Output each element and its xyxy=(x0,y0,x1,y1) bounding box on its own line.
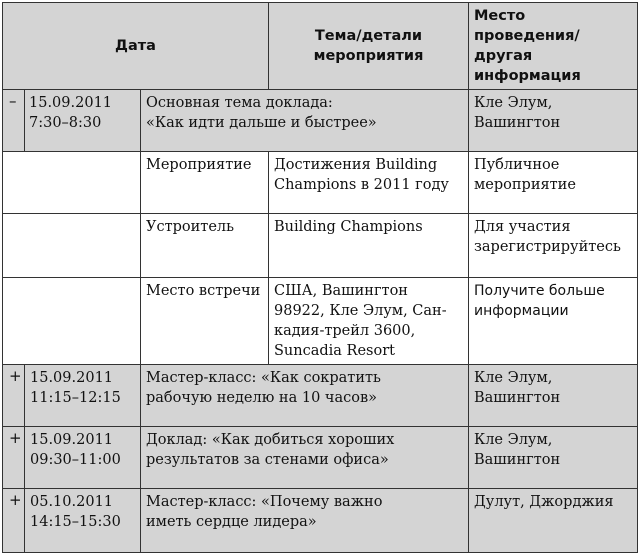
register-link-line2[interactable]: зарегистрируйтесь xyxy=(474,239,621,255)
header-date: Дата xyxy=(3,3,269,90)
event-date: 15.09.2011 xyxy=(30,370,114,386)
event-place-line2: Вашингтон xyxy=(474,115,561,131)
header-place-line1: Место проведения/ xyxy=(474,8,580,44)
event-datetime xyxy=(25,427,141,489)
detail-value-line1: США, Вашингтон xyxy=(274,283,408,299)
header-place xyxy=(469,3,638,90)
event-topic xyxy=(141,489,469,553)
collapse-toggle[interactable]: – xyxy=(3,90,25,152)
detail-value-line3: кадия-трейл 3600, xyxy=(274,323,416,339)
events-table xyxy=(2,2,638,553)
event-topic xyxy=(141,365,469,427)
event-row-collapsed[interactable] xyxy=(3,427,638,489)
event-date: 15.09.2011 xyxy=(30,432,114,448)
detail-row-organizer xyxy=(3,214,638,278)
event-row-collapsed[interactable] xyxy=(3,489,638,553)
detail-value xyxy=(269,214,469,278)
event-time: 14:15–15:30 xyxy=(30,514,121,530)
event-row-collapsed[interactable] xyxy=(3,365,638,427)
header-place-line2: другая информация xyxy=(474,48,581,84)
detail-label: Место встречи xyxy=(141,278,269,365)
event-topic xyxy=(141,90,469,152)
event-topic-line2: «Как идти дальше и быстрее» xyxy=(146,115,377,131)
detail-row-event xyxy=(3,152,638,214)
event-place-line1: Кле Элум, xyxy=(474,95,553,111)
event-topic-line1: Доклад: «Как добиться хороших xyxy=(146,432,395,448)
event-place-line1: Кле Элум, xyxy=(474,432,553,448)
register-link-line1[interactable]: Для участия xyxy=(474,219,571,235)
event-date: 15.09.2011 xyxy=(29,95,113,111)
detail-info-line2: мероприятие xyxy=(474,177,576,193)
header-row xyxy=(3,3,638,90)
detail-value-line4: Suncadia Resort xyxy=(274,343,395,359)
event-datetime xyxy=(25,90,141,152)
event-time: 7:30–8:30 xyxy=(29,115,102,131)
event-topic-line1: Мастер-класс: «Как сократить xyxy=(146,370,381,386)
detail-label: Мероприятие xyxy=(141,152,269,214)
more-info-link-line1[interactable]: Получите больше xyxy=(474,283,605,299)
detail-value xyxy=(269,278,469,365)
event-place xyxy=(469,427,638,489)
detail-value-line1: Building Champions xyxy=(274,219,423,235)
detail-info xyxy=(469,152,638,214)
event-topic-line2: результатов за стенами офиса» xyxy=(146,452,389,468)
more-info-link-line2[interactable]: информации xyxy=(474,303,569,319)
detail-info[interactable] xyxy=(469,214,638,278)
detail-indent xyxy=(3,214,141,278)
event-topic-line1: Основная тема доклада: xyxy=(146,95,333,111)
event-row-expanded[interactable] xyxy=(3,90,638,152)
event-topic-line1: Мастер-класс: «Почему важно xyxy=(146,494,383,510)
event-date: 05.10.2011 xyxy=(30,494,114,510)
detail-info[interactable] xyxy=(469,278,638,365)
event-place-line1: Дулут, Джорджия xyxy=(474,494,614,510)
event-place-line2: Вашингтон xyxy=(474,390,561,406)
event-topic xyxy=(141,427,469,489)
expand-toggle[interactable]: + xyxy=(3,427,25,489)
event-place-line2: Вашингтон xyxy=(474,452,561,468)
detail-value-line1: Достижения Building xyxy=(274,157,438,173)
header-topic: Тема/детали мероприятия xyxy=(269,3,469,90)
expand-toggle[interactable]: + xyxy=(3,365,25,427)
event-datetime xyxy=(25,365,141,427)
event-datetime xyxy=(25,489,141,553)
expand-toggle[interactable]: + xyxy=(3,489,25,553)
event-place xyxy=(469,90,638,152)
detail-value-line2: 98922, Кле Элум, Сан- xyxy=(274,303,447,319)
detail-info-line1: Публичное xyxy=(474,157,560,173)
detail-row-location xyxy=(3,278,638,365)
detail-value-line2: Champions в 2011 году xyxy=(274,177,449,193)
event-place-line1: Кле Элум, xyxy=(474,370,553,386)
detail-indent xyxy=(3,152,141,214)
event-topic-line2: рабочую неделю на 10 часов» xyxy=(146,390,378,406)
event-place xyxy=(469,489,638,553)
detail-indent xyxy=(3,278,141,365)
detail-label: Устроитель xyxy=(141,214,269,278)
event-time: 11:15–12:15 xyxy=(30,390,121,406)
event-place xyxy=(469,365,638,427)
event-time: 09:30–11:00 xyxy=(30,452,121,468)
event-topic-line2: иметь сердце лидера» xyxy=(146,514,317,530)
detail-value xyxy=(269,152,469,214)
